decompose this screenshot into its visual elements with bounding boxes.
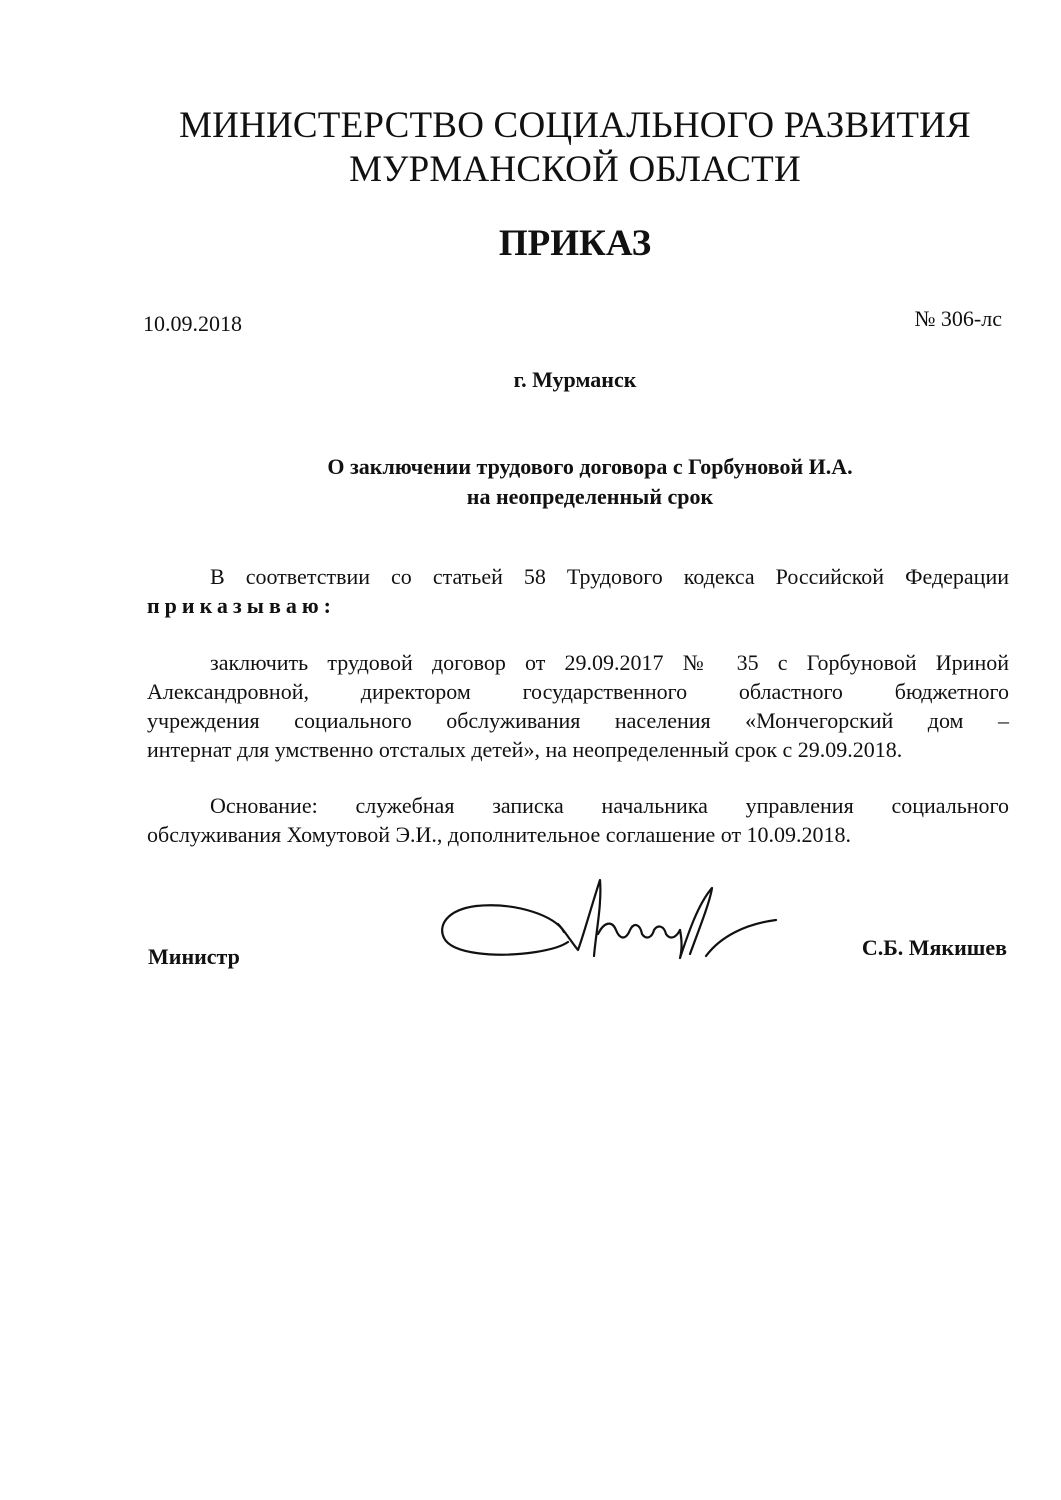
order-line-1: заключить трудовой договор от 29.09.2017 № 35 с Горбуновой Ириной (210, 650, 1009, 675)
subject-line-1: О заключении трудового договора с Горбуновой И.А. (327, 454, 853, 479)
handwritten-signature (436, 874, 786, 970)
order-date: 10.09.2018 (143, 311, 242, 336)
order-line-2: Александровной, директором государственного областного бюджетного (147, 679, 1009, 704)
order-paragraph (147, 648, 1009, 764)
grounds-paragraph (147, 791, 1009, 849)
document-type-title: ПРИКАЗ (498, 223, 652, 264)
order-line-4: интернат для умственно отсталых детей», на неопределенный срок с 29.09.2018. (147, 737, 903, 762)
signature-block (0, 870, 1061, 990)
order-keyword: приказываю: (147, 593, 336, 618)
issue-city: г. Мурманск (513, 367, 637, 392)
legal-basis-paragraph (147, 562, 1009, 620)
signer-name: С.Б. Мякишев (861, 935, 1007, 960)
signer-position: Министр (148, 944, 240, 969)
grounds-line-1: Основание: служебная записка начальника управления социального (210, 793, 1009, 818)
legal-basis-text: В соответствии со статьей 58 Трудового кодекса Российской Федерации (210, 564, 1009, 589)
grounds-line-2: обслуживания Хомутовой Э.И., дополнительное соглашение от 10.09.2018. (147, 822, 852, 847)
order-number: № 306-лс (914, 306, 1002, 331)
ministry-line-1: МИНИСТЕРСТВО СОЦИАЛЬНОГО РАЗВИТИЯ (179, 105, 971, 146)
ministry-line-2: МУРМАНСКОЙ ОБЛАСТИ (349, 149, 801, 190)
order-subject (100, 452, 1061, 512)
subject-line-2: на неопределенный срок (466, 484, 714, 509)
order-line-3: учреждения социального обслуживания населения «Мончегорский дом – (147, 708, 1009, 733)
ministry-name (120, 104, 1030, 192)
